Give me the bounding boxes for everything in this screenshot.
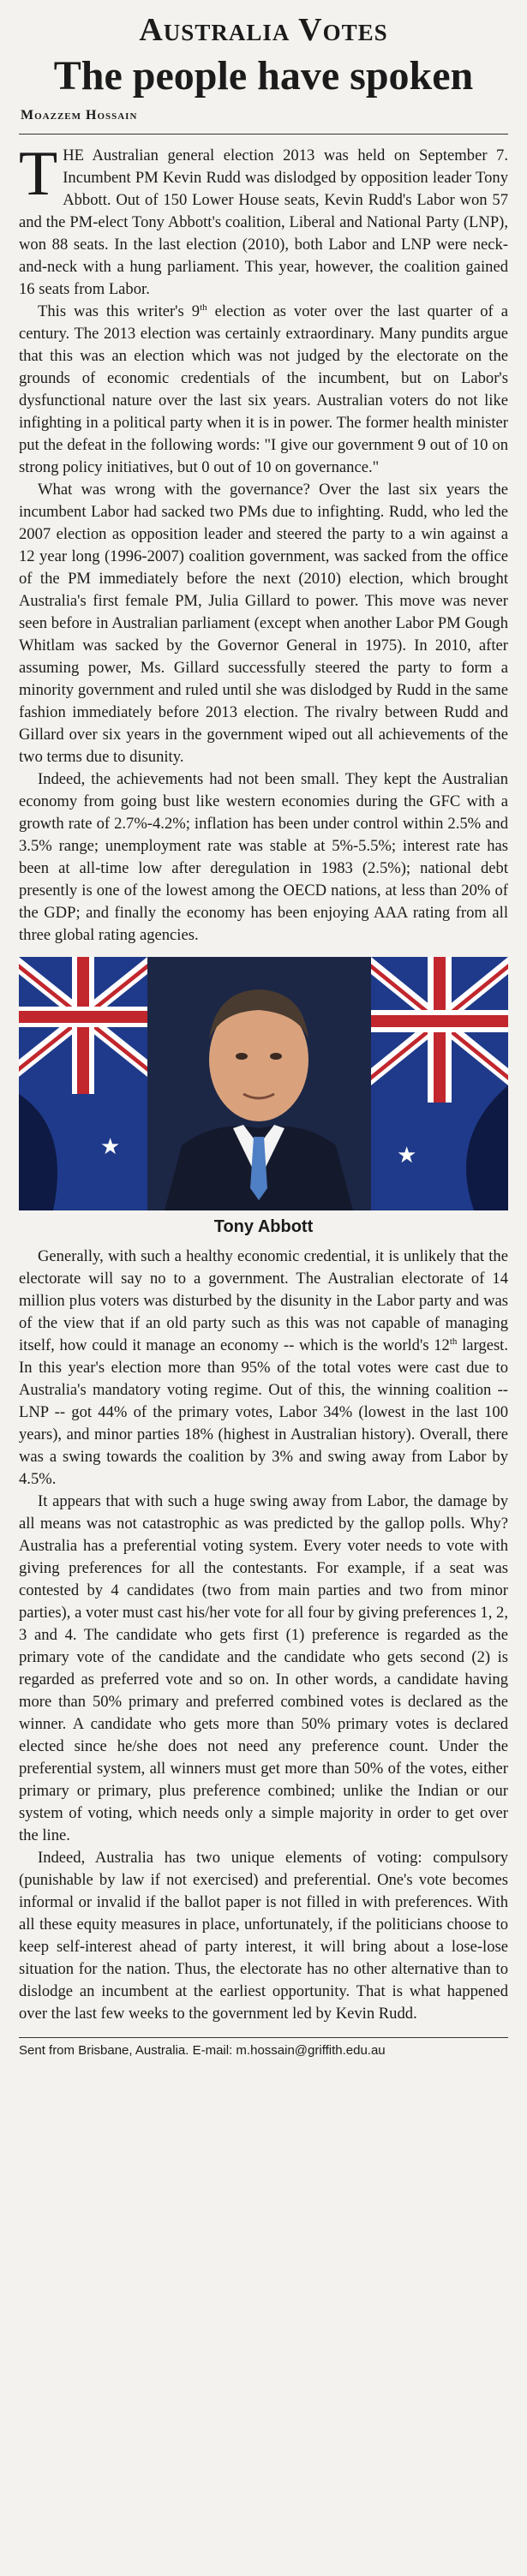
article-headline: The people have spoken — [53, 53, 474, 99]
paragraph-2-text-a: This was this writer's 9 — [38, 302, 201, 320]
paragraph-2 — [19, 301, 508, 479]
footer-divider — [19, 2037, 508, 2038]
paragraph-5 — [19, 1246, 508, 1491]
paragraph-7: Indeed, Australia has two unique elements of voting: compulsory (punishable by law if not exercised) and preferential. One's vote becomes informal or invalid if the ballot paper is not filled in with preferences. With all these equity measures in place, unfortunately, if the politicians choose to keep self-interest ahead of party interest, it will bring about a lose-lose situation for the nation. Thus, the electorate has no other alternative than to dislodge an incumbent at the earliest opportunity. That is what happened over the last few weeks to the government led by Kevin Rudd. — [19, 1849, 508, 2023]
article-body — [19, 139, 508, 2025]
author-byline: Moazzem Hossain — [21, 108, 138, 123]
section-kicker: Australia Votes — [139, 12, 388, 48]
author-contact-footer: Sent from Brisbane, Australia. E-mail: m.hossain@griffith.edu.au — [19, 2043, 386, 2058]
paragraph-3: What was wrong with the governance? Over the last six years the incumbent Labor had sacked two PMs due to infighting. Rudd, who led the 2007 election as opposition leader and steered the party to a win against a 12 year long (1996-2007) coalition government, was sacked from the office of the PM immediately before the next (2010) election, which brought Australia's first female PM, Julia Gillard to power. This move was never seen before in Australian parliament (except when another Labor PM Gough Whitlam was sacked by the Governor General in 1975). In 2010, after assuming power, Ms. Gillard successfully steered the party to form a minority government and ruled until she was dislodged by Rudd in the same fashion immediately before 2013 election. The rivalry between Rudd and Gillard over six years in the government wiped out all achievements of the two terms due to disunity. — [19, 481, 508, 766]
paragraph-6: It appears that with such a huge swing away from Labor, the damage by all means was not catastrophic as was predicted by the gallop polls. Why? Australia has a preferential voting system. Every voter needs to vote with giving preferences for all the contestants. For example, if a seat was contested by 4 candidates (two from main parties and two from minor parties), a voter must cast his/her vote for all four by giving preferences 1, 2, 3 and 4. The candidate who gets first (1) preference is regarded as the primary vote of the candidate and the candidate who gets second (2) is regarded as preferred vote and so on. In other words, a candidate having more than 50% primary and preferred combined votes is declared as the winner. A candidate who gets more than 50% primary votes is declared elected since he/she does not need any preference count. Under the preferential system, all winners must get more than 50% of the votes, either primary or primary, plus preference combined; unlike the Indian or our system of voting, which needs only a simple majority in order to get over the line. — [19, 1492, 508, 1844]
ordinal-suffix: th — [200, 302, 207, 313]
paragraph-2-text-b: election as voter over the last quarter of a century. The 2013 election was certainly extraordinary. Many pundits argue that this was an election which was not judged by the electorate on the grounds of economic credentials of the incumbent, but on Labor's dysfunctional nature over the last six years. Australian voters do not like infighting in a political party when it is in power. The former health minister put the defeat in the following words: "I give our government 9 out of 10 on strong policy initiatives, but 0 out of 10 on governance." — [19, 302, 508, 476]
svg-text:★: ★ — [397, 1143, 417, 1168]
photo-block — [19, 957, 508, 1237]
paragraph-5-text-a: Generally, with such a healthy economic credential, it is unlikely that the electorate will say no to a government. The Australian electorate of 14 million plus voters was disturbed by the disunity in the Labor party and was of the view that if an old party such as this was not capable of managing itself, how could it manage an economy -- which is the world's 12 — [19, 1247, 508, 1354]
photo-caption: Tony Abbott — [213, 1217, 314, 1236]
australian-flag-left — [19, 957, 147, 1210]
australian-flag-right — [371, 957, 508, 1210]
paragraph-5-text-b: largest. In this year's election more than 95% of the total votes were cast due to Australia's mandatory voting regime. Out of this, the winning coalition -- LNP -- got 44% of the primary votes, Labor 34% (lowest in the last 100 years), and minor parties 18% (highest in Australian history). Overall, there was a swing towards the coalition by 3% and swing away from Labor by 4.5%. — [19, 1336, 508, 1488]
drop-cap: T — [19, 139, 58, 209]
tony-abbott-photo — [19, 957, 508, 1210]
paragraph-1-text: HE Australian general election 2013 was held on September 7. Incumbent PM Kevin Rudd was dislodged by opposition leader Tony Abbott. Out of 150 Lower House seats, Kevin Rudd's Labor won 57 and the PM-elect Tony Abbott's coalition, Liberal and National Party (LNP), won 88 seats. In the last election (2010), both Labor and LNP were neck-and-neck with a hung parliament. This year, however, the coalition gained 16 seats from Labor. — [19, 146, 508, 298]
svg-text:★: ★ — [100, 1134, 121, 1159]
portrait-figure — [147, 957, 371, 1210]
ordinal-suffix: th — [449, 1336, 458, 1347]
paragraph-1 — [19, 139, 508, 301]
paragraph-4: Indeed, the achievements had not been small. They kept the Australian economy from going bust like western economies during the GFC with a growth rate of 2.7%-4.2%; inflation has been under control within 2.5% and 3.5% range; unemployment rate was stable at 5%-5.5%; interest rate has been at all-time low after deregulation in 1983 (2.5%); national debt presently is one of the lowest among the OECD nations, at less than 20% of the GDP; and finally the economy has been enjoying AAA rating from all three global rating agencies. — [19, 770, 508, 944]
